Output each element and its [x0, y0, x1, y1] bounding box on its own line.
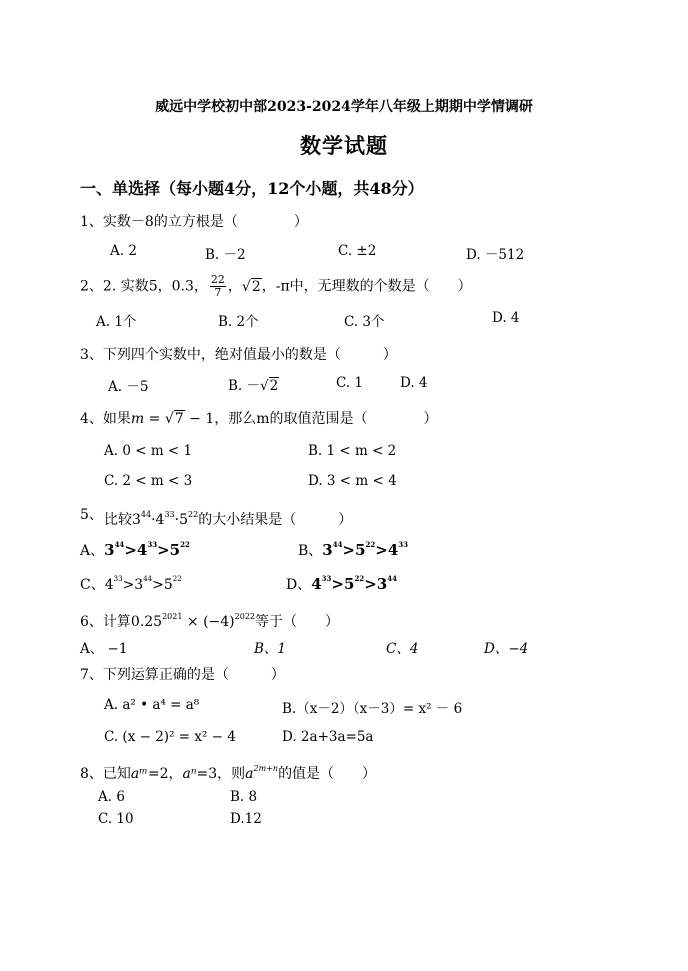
q4-option-b: B. 1 < m < 2 [308, 443, 397, 459]
q1-option-d: D. －512 [466, 247, 525, 263]
sqrt-symbol [174, 411, 185, 427]
exp-2022: 2022 [234, 612, 256, 621]
q3-b-prefix: B. － [228, 378, 261, 394]
question-2-stem [80, 274, 472, 299]
q6-stem-c: 等于（ ） [255, 614, 340, 630]
q3-option-d: D. 4 [400, 375, 428, 391]
q8-option-c: C. 10 [98, 811, 134, 827]
q6-stem-a: 6、计算0.25 [80, 614, 163, 630]
q5-option-d: D、$4^{33}>5^{22}>3^{44}$ [286, 574, 397, 593]
q3-radicand: 2 [269, 378, 279, 394]
sqrt-symbol: √2 [260, 378, 279, 394]
q8-a: a [245, 766, 254, 782]
q2-radicand: 2 [251, 278, 261, 295]
q7-option-b: B.（x－2）（x－3）= x² － 6 [282, 701, 463, 717]
q4-radicand: 7 [174, 411, 184, 427]
q8-stem-b: =2， [147, 766, 183, 782]
exp-22: 22 [188, 510, 199, 519]
q5-stem-a: 比较3 [104, 512, 141, 528]
q2-prefix: 2、2. 实数5，0.3， [80, 278, 208, 295]
q5-stem-d: 的大小结果是（ ） [198, 512, 353, 528]
exam-title: 数学试题 [300, 133, 388, 158]
q5-option-a: A、$3^{44}>4^{33}>5^{22}$ [80, 540, 190, 559]
q6-stem-b: × (−4) [182, 614, 235, 630]
q4-variable-m: m [130, 411, 145, 427]
q1-option-b: B. －2 [205, 247, 246, 263]
fraction-denominator: 7 [214, 286, 222, 299]
q8-stem-d: 的值是（ ） [278, 766, 377, 782]
q7-option-c: C. (x − 2)² = x² − 4 [104, 729, 236, 745]
q7-option-d: D. 2a+3a=5a [282, 729, 374, 745]
question-5-number: 5、 [80, 507, 103, 523]
q2-comma: ， [227, 278, 242, 295]
question-7-stem: 7、下列运算正确的是（ ） [80, 667, 285, 683]
q4-suffix: − 1，那么m的取值范围是（ ） [184, 411, 438, 427]
question-5-stem [104, 509, 352, 529]
fraction-22-7 [210, 274, 226, 299]
question-6-stem [80, 611, 339, 631]
q8-am: aᵐ [130, 766, 148, 782]
q8-an: aⁿ [182, 766, 197, 782]
q6-option-d: D、−4 [484, 641, 529, 657]
q8-option-b: B. 8 [230, 789, 258, 805]
q3-option-a: A. －5 [108, 379, 149, 395]
q4-option-d: D. 3 < m < 4 [308, 473, 397, 489]
q5-stem-c: ·5 [174, 512, 189, 528]
q6-option-a: A、 −1 [80, 641, 128, 657]
q2-option-c: C. 3个 [344, 314, 385, 330]
q5-stem-b: ·4 [151, 512, 165, 528]
q1-option-c: C. ±2 [338, 243, 377, 259]
q4-option-c: C. 2 < m < 3 [104, 473, 193, 489]
q3-option-c: C. 1 [336, 375, 364, 391]
school-header: 威远中学校初中部2023-2024学年八年级上期期中学情调研 [155, 99, 533, 115]
fraction-numerator: 22 [210, 273, 225, 286]
section-heading: 一、单选择（每小题4分，12个小题，共48分） [80, 179, 424, 198]
q4-eq: = √ [144, 411, 174, 427]
q6-option-c: C、4 [386, 641, 419, 657]
q8-exponent: 2m+n [253, 764, 279, 773]
q8-option-a: A. 6 [98, 789, 125, 805]
q2-suffix: ，-π中，无理数的个数是（ ） [261, 278, 472, 295]
q3-option-b [228, 374, 279, 394]
q5-option-b: B、$3^{44}>5^{22}>4^{33}$ [298, 540, 409, 559]
exp-2021: 2021 [162, 612, 183, 621]
q4-option-a: A. 0 < m < 1 [104, 443, 193, 459]
q5-option-c: C、$4^{33}>3^{44}>5^{22}$ [80, 575, 182, 593]
q1-option-a: A. 2 [110, 243, 137, 259]
question-3-stem: 3、下列四个实数中，绝对值最小的数是（ ） [80, 347, 397, 363]
question-8-stem [80, 763, 376, 783]
q6-option-b: B、1 [254, 641, 287, 657]
q2-option-d: D. 4 [492, 310, 520, 326]
q4-prefix: 4、如果 [80, 411, 131, 427]
exp-44: 44 [140, 510, 152, 519]
sqrt-symbol: √2 [241, 278, 261, 295]
q8-option-d: D.12 [230, 811, 262, 827]
question-4-stem [80, 408, 438, 428]
q2-option-b: B. 2个 [218, 314, 259, 330]
q8-stem-a: 8、已知 [80, 766, 131, 782]
q8-stem-c: =3，则 [196, 766, 246, 782]
question-1-stem: 1、实数－8的立方根是（ ） [80, 214, 308, 230]
q2-option-a: A. 1个 [96, 314, 137, 330]
exp-33: 33 [164, 510, 175, 519]
q7-option-a: A. a² • a⁴ = a⁸ [104, 697, 200, 713]
